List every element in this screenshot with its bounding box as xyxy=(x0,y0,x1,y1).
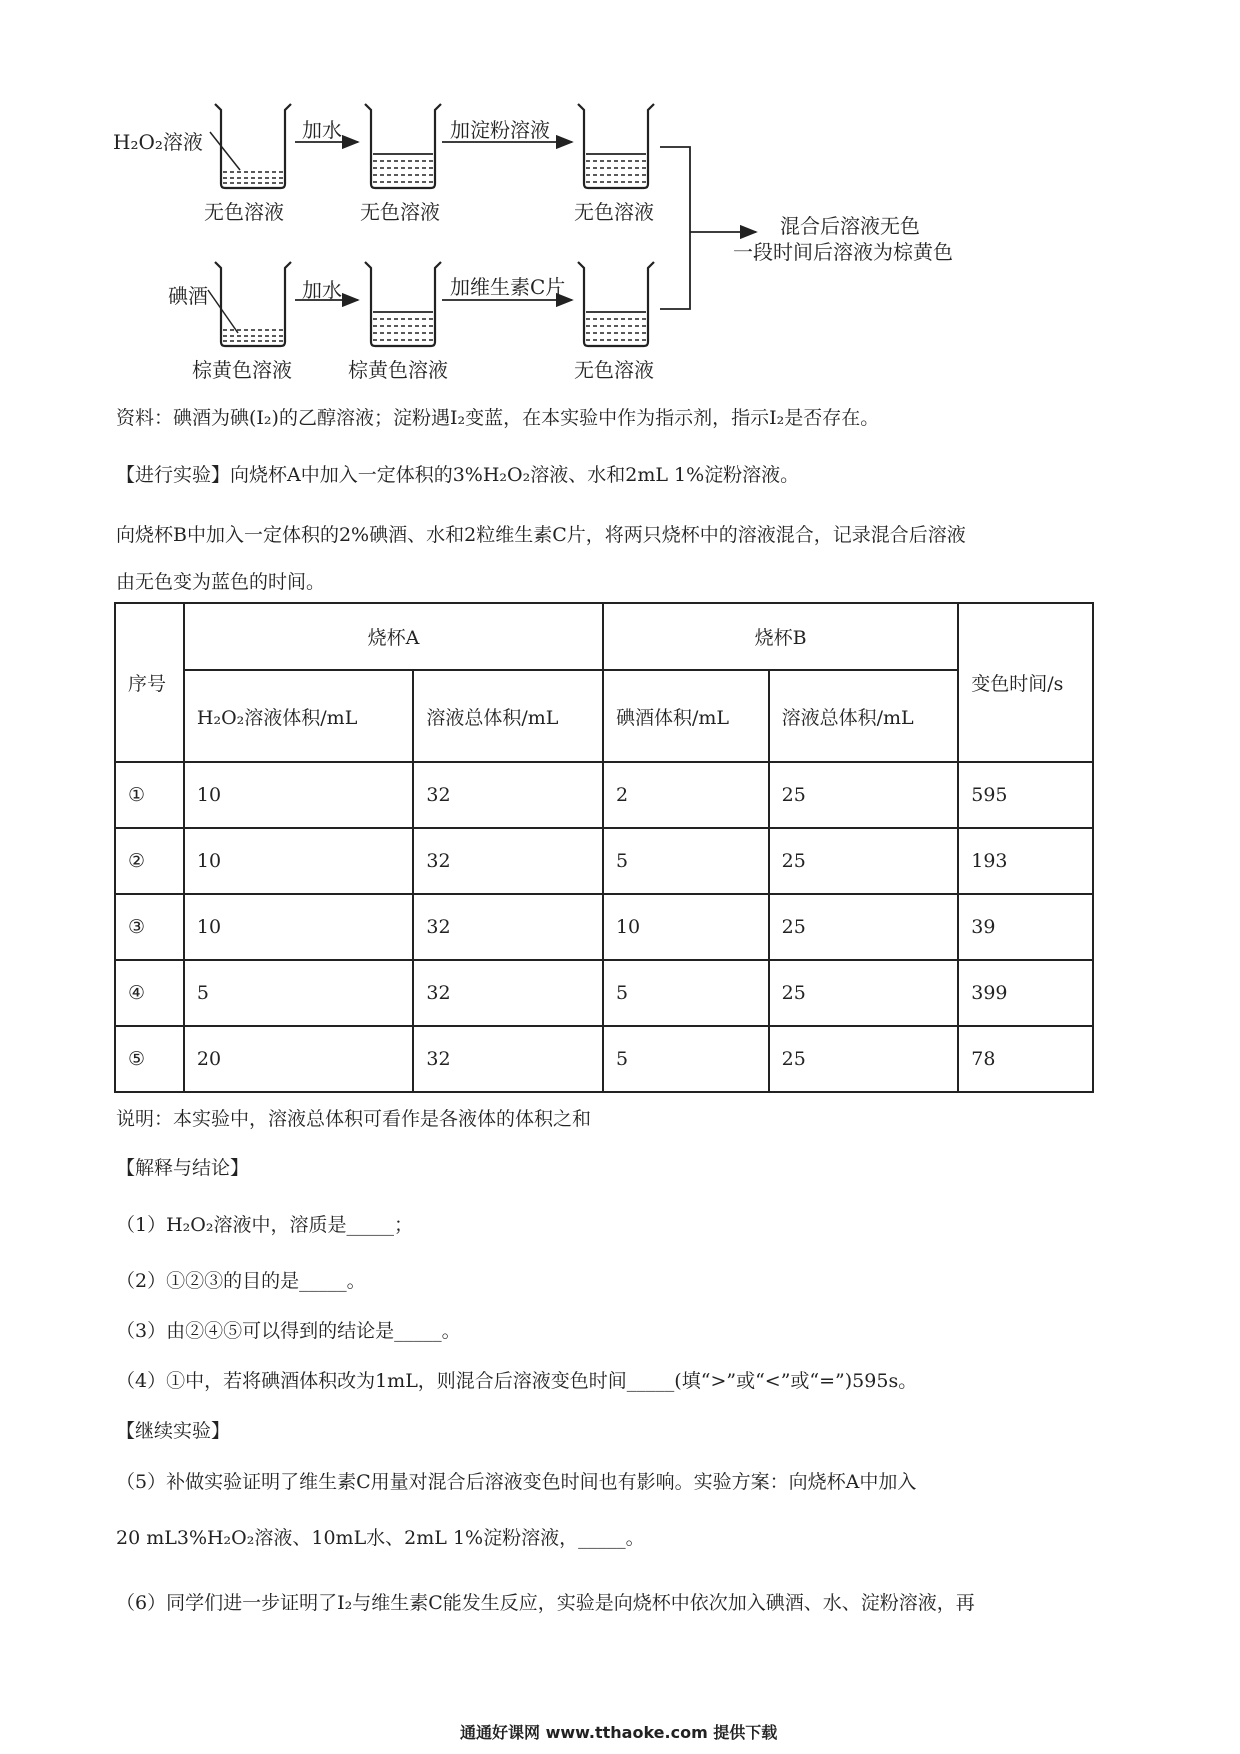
step-add-water-2: 加水 xyxy=(302,278,342,302)
resource-note: 资料：碘酒为碘(I₂)的乙醇溶液；淀粉遇I₂变蓝，在本实验中作为指示剂，指示I₂是否存在。 xyxy=(116,407,880,429)
question-4: （4）①中，若将碘酒体积改为1mL，则混合后溶液变色时间_____(填“>”或“<”或“=”)595s。 xyxy=(116,1370,918,1392)
question-6: （6）同学们进一步证明了I₂与维生素C能发生反应，实验是向烧杯中依次加入碘酒、水、淀粉溶液，再 xyxy=(116,1592,975,1614)
reagent-iodine: 碘酒 xyxy=(168,284,208,308)
beaker-b2 xyxy=(365,262,441,346)
experiment-flow-diagram xyxy=(0,0,1240,390)
question-5b: 20 mL3%H₂O₂溶液、10mL水、2mL 1%淀粉溶液，_____。 xyxy=(116,1527,645,1549)
table-row: ③ 10 32 10 25 39 xyxy=(115,894,1093,960)
label-a3: 无色溶液 xyxy=(574,200,654,224)
reagent-h2o2: H₂O₂溶液 xyxy=(113,130,203,154)
table-row: ④ 5 32 5 25 399 xyxy=(115,960,1093,1026)
section-explain: 【解释与结论】 xyxy=(116,1157,250,1179)
section-continue: 【继续实验】 xyxy=(116,1420,231,1442)
table-row: ② 10 32 5 25 193 xyxy=(115,828,1093,894)
step-add-starch: 加淀粉溶液 xyxy=(450,118,550,142)
step-add-water-1: 加水 xyxy=(302,118,342,142)
question-1: （1）H₂O₂溶液中，溶质是_____； xyxy=(116,1214,413,1236)
header-beaker-a: 烧杯A xyxy=(184,603,603,670)
header-iodine-volume: 碘酒体积/mL xyxy=(603,670,769,762)
header-beaker-b: 烧杯B xyxy=(603,603,958,670)
beaker-a1 xyxy=(215,104,291,188)
result-line-1: 混合后溶液无色 xyxy=(780,214,920,238)
label-b1: 棕黄色溶液 xyxy=(192,358,292,382)
header-time: 变色时间/s xyxy=(958,603,1093,762)
question-2: （2）①②③的目的是_____。 xyxy=(116,1270,366,1292)
beaker-a3 xyxy=(578,104,654,188)
procedure-2b: 由无色变为蓝色的时间。 xyxy=(116,571,326,593)
label-b2: 棕黄色溶液 xyxy=(348,358,448,382)
procedure-2a: 向烧杯B中加入一定体积的2%碘酒、水和2粒维生素C片，将两只烧杯中的溶液混合，记录混合后溶液 xyxy=(116,524,966,546)
label-b3: 无色溶液 xyxy=(574,358,654,382)
table-row: ① 10 32 2 25 595 xyxy=(115,762,1093,828)
header-h2o2-volume: H₂O₂溶液体积/mL xyxy=(184,670,413,762)
beaker-a2 xyxy=(365,104,441,188)
question-3: （3）由②④⑤可以得到的结论是_____。 xyxy=(116,1320,461,1342)
header-total-b: 溶液总体积/mL xyxy=(769,670,959,762)
question-5a: （5）补做实验证明了维生素C用量对混合后溶液变色时间也有影响。实验方案：向烧杯A中加入 xyxy=(116,1471,917,1493)
result-line-2: 一段时间后溶液为棕黄色 xyxy=(733,240,953,264)
beaker-b1 xyxy=(215,262,291,346)
table-note: 说明：本实验中，溶液总体积可看作是各液体的体积之和 xyxy=(116,1108,592,1130)
label-a1: 无色溶液 xyxy=(204,200,284,224)
beaker-b3 xyxy=(578,262,654,346)
table-row: ⑤ 20 32 5 25 78 xyxy=(115,1026,1093,1092)
experiment-table xyxy=(114,602,1094,1093)
step-add-vitc: 加维生素C片 xyxy=(450,275,566,299)
header-seq: 序号 xyxy=(115,603,184,762)
header-total-a: 溶液总体积/mL xyxy=(413,670,603,762)
merge-bracket xyxy=(660,147,690,309)
footer-source: 通通好课网 www.tthaoke.com 提供下载 xyxy=(460,1723,778,1742)
procedure-1: 【进行实验】向烧杯A中加入一定体积的3%H₂O₂溶液、水和2mL 1%淀粉溶液。 xyxy=(116,464,800,486)
label-a2: 无色溶液 xyxy=(360,200,440,224)
